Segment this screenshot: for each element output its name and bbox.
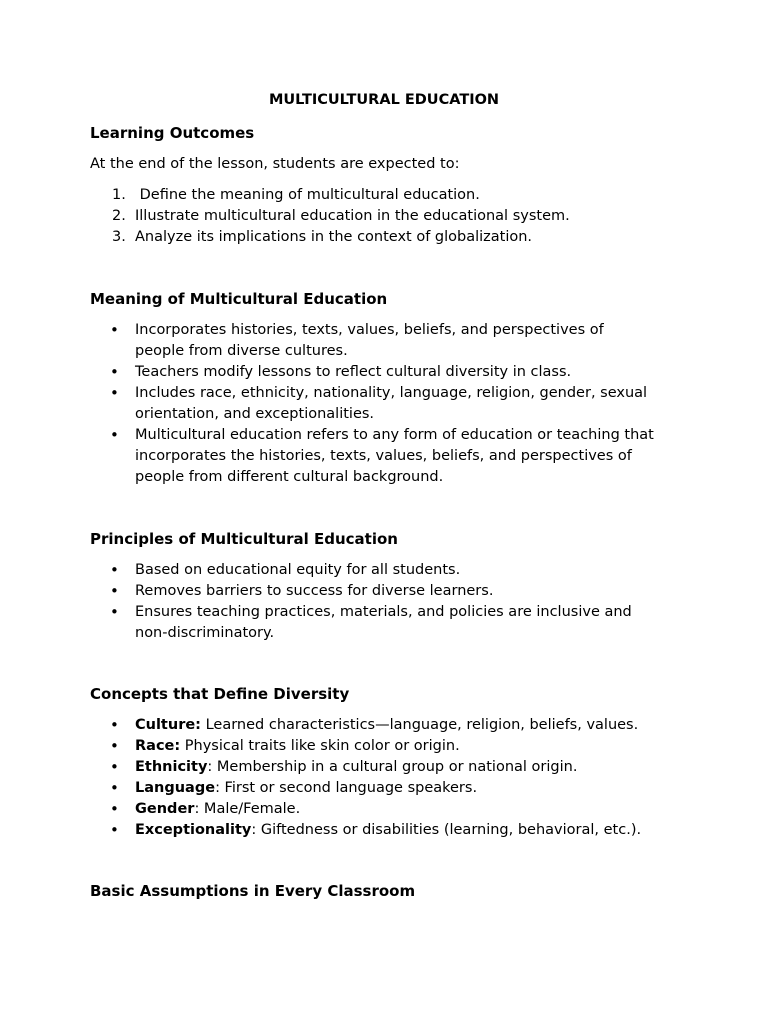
meaning-list bbox=[90, 320, 690, 488]
list-item-text-line: Incorporates histories, texts, values, beliefs, and perspectives of bbox=[135, 322, 604, 338]
concepts-list bbox=[90, 715, 690, 841]
bullet-icon: • bbox=[110, 363, 119, 381]
concept-term: Exceptionality bbox=[135, 822, 252, 838]
bullet-icon: • bbox=[110, 737, 119, 755]
bullet-icon: • bbox=[110, 800, 119, 818]
concept-term: Culture: bbox=[135, 717, 201, 733]
heading-meaning: Meaning of Multicultural Education bbox=[90, 290, 388, 308]
concept-definition: : First or second language speakers. bbox=[215, 780, 478, 796]
list-item-text-line: Based on educational equity for all students. bbox=[135, 562, 461, 578]
list-item-text-line: Teachers modify lessons to reflect cultural diversity in class. bbox=[135, 364, 572, 380]
list-item bbox=[90, 757, 690, 778]
list-item bbox=[90, 227, 690, 248]
document-title: MULTICULTURAL EDUCATION bbox=[268, 92, 500, 108]
list-item-text-line: incorporates the histories, texts, values, beliefs, and perspectives of bbox=[135, 448, 632, 464]
heading-concepts: Concepts that Define Diversity bbox=[90, 685, 350, 703]
bullet-icon: • bbox=[110, 758, 119, 776]
list-item-text-line: people from diverse cultures. bbox=[135, 343, 348, 359]
principles-list bbox=[90, 560, 690, 644]
list-item bbox=[90, 185, 690, 206]
list-item-text-line: non-discriminatory. bbox=[135, 625, 275, 641]
bullet-icon: • bbox=[110, 779, 119, 797]
outcomes-list bbox=[90, 185, 690, 248]
bullet-icon: • bbox=[110, 821, 119, 839]
list-item-text: Analyze its implications in the context of globalization. bbox=[135, 229, 533, 245]
list-item bbox=[90, 715, 690, 736]
concept-definition: : Male/Female. bbox=[194, 801, 301, 817]
concept-term: Language bbox=[135, 780, 216, 796]
list-item-text-line: Removes barriers to success for diverse learners. bbox=[135, 583, 494, 599]
heading-principles: Principles of Multicultural Education bbox=[90, 530, 398, 548]
list-number: 1. bbox=[112, 187, 126, 203]
list-item bbox=[90, 320, 690, 362]
list-item-text-line: people from different cultural background. bbox=[135, 469, 444, 485]
concept-definition: Learned characteristics—language, religion, beliefs, values. bbox=[200, 717, 639, 733]
concept-term: Race: bbox=[135, 738, 181, 754]
outcomes-intro: At the end of the lesson, students are expected to: bbox=[90, 156, 460, 172]
bullet-icon: • bbox=[110, 582, 119, 600]
bullet-icon: • bbox=[110, 426, 119, 444]
heading-learning-outcomes: Learning Outcomes bbox=[90, 124, 255, 142]
bullet-icon: • bbox=[110, 716, 119, 734]
concept-term: Gender bbox=[135, 801, 195, 817]
list-item bbox=[90, 425, 690, 488]
list-item-text-line: orientation, and exceptionalities. bbox=[135, 406, 375, 422]
concept-definition: Physical traits like skin color or origin. bbox=[180, 738, 460, 754]
list-item-text-line: Multicultural education refers to any form of education or teaching that bbox=[135, 427, 654, 443]
list-item bbox=[90, 560, 690, 581]
list-item bbox=[90, 778, 690, 799]
list-item-text-line: Ensures teaching practices, materials, and policies are inclusive and bbox=[135, 604, 632, 620]
list-item bbox=[90, 736, 690, 757]
list-item bbox=[90, 362, 690, 383]
concept-term: Ethnicity bbox=[135, 759, 208, 775]
bullet-icon: • bbox=[110, 384, 119, 402]
heading-assumptions: Basic Assumptions in Every Classroom bbox=[90, 882, 416, 900]
concept-definition: : Giftedness or disabilities (learning, behavioral, etc.). bbox=[251, 822, 642, 838]
list-item-text: Define the meaning of multicultural education. bbox=[135, 187, 480, 203]
list-item-text: Illustrate multicultural education in the educational system. bbox=[135, 208, 570, 224]
list-item bbox=[90, 602, 690, 644]
bullet-icon: • bbox=[110, 321, 119, 339]
bullet-icon: • bbox=[110, 603, 119, 621]
concept-definition: : Membership in a cultural group or national origin. bbox=[207, 759, 578, 775]
list-item bbox=[90, 799, 690, 820]
list-item bbox=[90, 820, 690, 841]
list-item bbox=[90, 581, 690, 602]
list-item bbox=[90, 206, 690, 227]
bullet-icon: • bbox=[110, 561, 119, 579]
list-number: 3. bbox=[112, 229, 126, 245]
list-item bbox=[90, 383, 690, 425]
list-item-text-line: Includes race, ethnicity, nationality, language, religion, gender, sexual bbox=[135, 385, 648, 401]
list-number: 2. bbox=[112, 208, 126, 224]
